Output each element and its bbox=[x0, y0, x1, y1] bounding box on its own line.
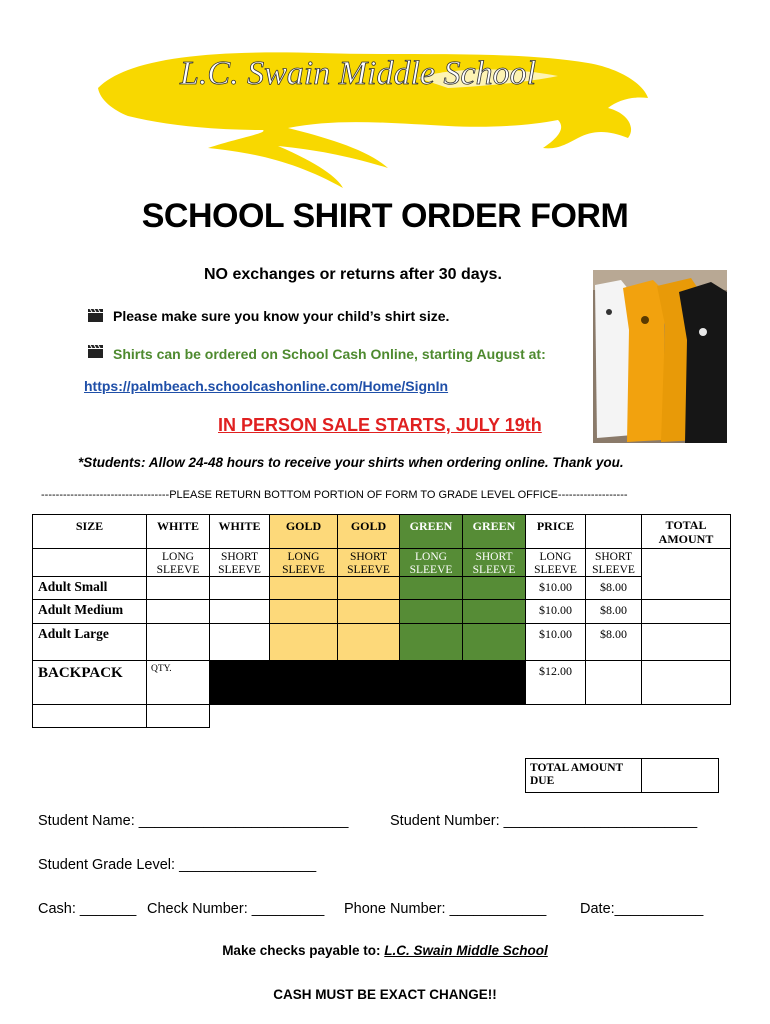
qty-gold-long-large[interactable] bbox=[269, 623, 338, 661]
blocked-cell bbox=[269, 660, 338, 705]
empty-cell bbox=[32, 704, 147, 728]
header-size: SIZE bbox=[32, 514, 147, 549]
subheader-gold-short: SHORT SLEEVE bbox=[337, 548, 400, 577]
return-portion-divider: -----------------------------------PLEASE RETURN BOTTOM PORTION OF FORM TO GRADE LEVEL OFFICE------------------- bbox=[41, 489, 628, 501]
subheader-green-short: SHORT SLEEVE bbox=[462, 548, 526, 577]
row-label-backpack: BACKPACK bbox=[32, 660, 147, 705]
qty-green-long-large[interactable] bbox=[399, 623, 463, 661]
qty-gold-long-medium[interactable] bbox=[269, 599, 338, 624]
checks-payable-prefix: Make checks payable to: bbox=[222, 943, 381, 958]
clapperboard-icon bbox=[88, 309, 103, 322]
price-long-large: $10.00 bbox=[525, 623, 586, 661]
date-field[interactable]: Date:___________ bbox=[580, 901, 704, 917]
exact-change-notice: CASH MUST BE EXACT CHANGE!! bbox=[273, 987, 497, 1002]
checks-payable-school: L.C. Swain Middle School bbox=[384, 943, 548, 958]
row-label-adult-large: Adult Large bbox=[32, 623, 147, 661]
backpack-qty[interactable]: QTY. bbox=[146, 660, 210, 705]
subheader-size-blank bbox=[32, 548, 147, 577]
subheader-gold-long: LONG SLEEVE bbox=[269, 548, 338, 577]
qty-gold-long-small[interactable] bbox=[269, 576, 338, 600]
no-exchanges-notice: NO exchanges or returns after 30 days. bbox=[204, 266, 502, 283]
qty-green-short-large[interactable] bbox=[462, 623, 526, 661]
header-total-amount: TOTAL AMOUNT bbox=[641, 514, 731, 549]
qty-gold-short-large[interactable] bbox=[337, 623, 400, 661]
student-name-field[interactable]: Student Name: __________________________ bbox=[38, 813, 349, 829]
cash-field[interactable]: Cash: _______ bbox=[38, 901, 137, 917]
qty-white-long-medium[interactable] bbox=[146, 599, 210, 624]
qty-green-short-medium[interactable] bbox=[462, 599, 526, 624]
mustang-logo-graphic bbox=[88, 38, 653, 188]
total-cell-medium[interactable] bbox=[641, 599, 731, 624]
subheader-price-long: LONG SLEEVE bbox=[525, 548, 586, 577]
page-title: SCHOOL SHIRT ORDER FORM bbox=[141, 197, 629, 235]
blocked-cell bbox=[209, 660, 270, 705]
price-long-medium: $10.00 bbox=[525, 599, 586, 624]
student-number-field[interactable]: Student Number: ________________________ bbox=[390, 813, 698, 829]
qty-green-long-small[interactable] bbox=[399, 576, 463, 600]
qty-gold-short-small[interactable] bbox=[337, 576, 400, 600]
header-white-short: WHITE bbox=[209, 514, 270, 549]
in-person-sale-notice: IN PERSON SALE STARTS, JULY 19th bbox=[218, 415, 542, 435]
qty-white-long-small[interactable] bbox=[146, 576, 210, 600]
blocked-cell bbox=[462, 660, 526, 705]
processing-time-note: *Students: Allow 24-48 hours to receive your shirts when ordering online. Thank you. bbox=[78, 455, 624, 470]
row-label-adult-medium: Adult Medium bbox=[32, 599, 147, 624]
header-gold-short: GOLD bbox=[337, 514, 400, 549]
checks-payable-line bbox=[0, 943, 770, 958]
backpack-price-blank bbox=[585, 660, 642, 705]
total-amount-due-label: TOTAL AMOUNT DUE bbox=[525, 758, 642, 793]
header-white-long: WHITE bbox=[146, 514, 210, 549]
qty-green-long-medium[interactable] bbox=[399, 599, 463, 624]
price-short-large: $8.00 bbox=[585, 623, 642, 661]
subheader-white-short: SHORT SLEEVE bbox=[209, 548, 270, 577]
school-logo bbox=[88, 38, 653, 188]
shirt-size-reminder: Please make sure you know your child’s shirt size. bbox=[113, 308, 450, 324]
qty-white-short-small[interactable] bbox=[209, 576, 270, 600]
total-cell-backpack[interactable] bbox=[641, 660, 731, 705]
price-short-small: $8.00 bbox=[585, 576, 642, 600]
shirts-photo bbox=[593, 270, 727, 443]
price-backpack: $12.00 bbox=[525, 660, 586, 705]
header-price: PRICE bbox=[525, 514, 586, 549]
qty-white-long-large[interactable] bbox=[146, 623, 210, 661]
check-number-field[interactable]: Check Number: _________ bbox=[147, 901, 325, 917]
total-cell-small[interactable] bbox=[641, 548, 731, 600]
price-long-small: $10.00 bbox=[525, 576, 586, 600]
header-price-blank bbox=[585, 514, 642, 549]
total-amount-due-field[interactable] bbox=[641, 758, 719, 793]
online-order-notice: Shirts can be ordered on School Cash Online, starting August at: bbox=[113, 346, 546, 362]
price-short-medium: $8.00 bbox=[585, 599, 642, 624]
logo-text: L.C. Swain Middle School bbox=[180, 55, 537, 92]
subheader-white-long: LONG SLEEVE bbox=[146, 548, 210, 577]
clapperboard-icon bbox=[88, 345, 103, 358]
qty-green-short-small[interactable] bbox=[462, 576, 526, 600]
school-cash-link[interactable]: https://palmbeach.schoolcashonline.com/Home/SignIn bbox=[84, 378, 449, 394]
subheader-green-long: LONG SLEEVE bbox=[399, 548, 463, 577]
subheader-price-short: SHORT SLEEVE bbox=[585, 548, 642, 577]
qty-white-short-medium[interactable] bbox=[209, 599, 270, 624]
blocked-cell bbox=[337, 660, 400, 705]
header-green-long: GREEN bbox=[399, 514, 463, 549]
qty-white-short-large[interactable] bbox=[209, 623, 270, 661]
header-gold-long: GOLD bbox=[269, 514, 338, 549]
total-cell-large[interactable] bbox=[641, 623, 731, 661]
qty-gold-short-medium[interactable] bbox=[337, 599, 400, 624]
grade-level-field[interactable]: Student Grade Level: _________________ bbox=[38, 857, 317, 873]
phone-number-field[interactable]: Phone Number: ____________ bbox=[344, 901, 547, 917]
row-label-adult-small: Adult Small bbox=[32, 576, 147, 600]
empty-cell bbox=[146, 704, 210, 728]
blocked-cell bbox=[399, 660, 463, 705]
header-green-short: GREEN bbox=[462, 514, 526, 549]
